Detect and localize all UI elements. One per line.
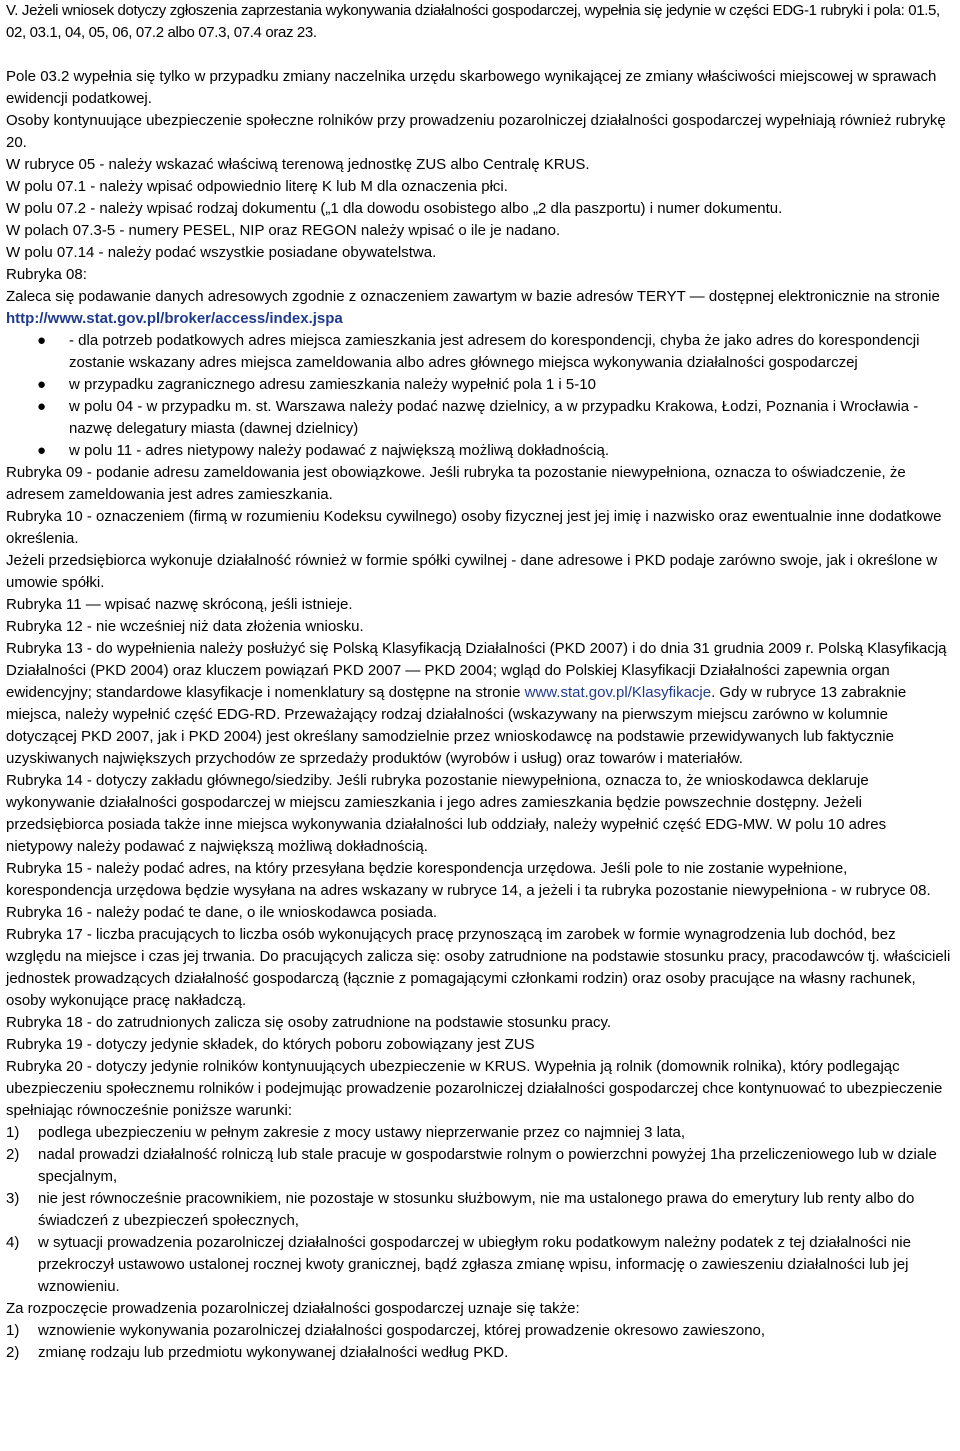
teryt-link[interactable]: http://www.stat.gov.pl/broker/access/index.jspa bbox=[6, 310, 343, 327]
list-item-text: nadal prowadzi działalność rolniczą lub stale pracuje w gospodarstwie rolnym o powierzchni powyżej 1ha przeliczeniowego lub w dziale specjalnym, bbox=[38, 1146, 937, 1185]
rubryka-13-text-part1: Rubryka 13 - do wypełnienia należy posłużyć się Polską Klasyfikacją Działalności (PKD 2007) i do dnia 31 grudnia 2009 r. Polską Klasyfikacją Działalności (PKD 2004) oraz kluczem powiązań PKD 2007 — PKD 2004; wgląd do Polskiej Klasyfikacji Działalności zapewnia organ ewidencyjny; standardowe klasyfikacje i nomenklatury są dostępne na stronie bbox=[6, 640, 947, 701]
pola-07-3-5-paragraph: W polach 07.3-5 - numery PESEL, NIP oraz REGON należy wpisać o ile je nadano. bbox=[6, 222, 561, 239]
list-item-text: w polu 11 - adres nietypowy należy podawać z największą możliwą dokładnością. bbox=[69, 442, 609, 459]
list-item-text: w polu 04 - w przypadku m. st. Warszawa należy podać nazwę dzielnicy, a w przypadku Krakowa, Łodzi, Poznania i Wrocławia - nazwę delegatury miasta (dawnej dzielnicy) bbox=[69, 398, 919, 437]
list-item-text: w sytuacji prowadzenia pozarolniczej działalności gospodarczej w ubiegłym roku podatkowym należny podatek z tej działalności nie przekroczył ustawowo ustalonej rocznej kwoty granicznej, bądź zgłasza zmianę wpisu, informację o zawieszeniu działalności lub jej wznowieniu. bbox=[38, 1234, 911, 1295]
rubryka-05-paragraph: W rubryce 05 - należy wskazać właściwą terenową jednostkę ZUS albo Centralę KRUS. bbox=[6, 156, 590, 173]
list-item bbox=[6, 440, 954, 462]
spolka-cywilna-paragraph: Jeżeli przedsiębiorca wykonuje działalność również w formie spółki cywilnej - dane adresowe i PKD podaje zarówno swoje, jak i określone w umowie spółki. bbox=[6, 552, 938, 591]
rubryka-11-paragraph: Rubryka 11 — wpisać nazwę skróconą, jeśli istnieje. bbox=[6, 596, 353, 613]
list-item bbox=[6, 1232, 954, 1298]
list-item bbox=[6, 1320, 954, 1342]
rubryka-14-paragraph: Rubryka 14 - dotyczy zakładu głównego/siedziby. Jeśli rubryka pozostanie niewypełniona, oznacza to, że wnioskodawca deklaruje wykonywanie działalności gospodarczej w miejscu zamieszkania i jego adres zamieszkania będzie powszechnie dostępny. Jeżeli przedsiębiorca posiada także inne miejsca wykonywania działalności lub oddziały, należy wypełnić część EDG-MW. W polu 10 adres nietypowy należy podawać z największą możliwą dokładnością. bbox=[6, 772, 887, 855]
rubryka-13-paragraph bbox=[6, 638, 954, 770]
rubryka-10-paragraph: Rubryka 10 - oznaczeniem (firmą w rozumieniu Kodeksu cywilnego) osoby fizycznej jest jej imię i nazwisko oraz ewentualnie inne dodatkowe określenia. bbox=[6, 508, 942, 547]
pole-03-paragraph: Pole 03.2 wypełnia się tylko w przypadku zmiany naczelnika urzędu skarbowego wynikającej ze zmiany właściwości miejscowej w sprawach ewidencji podatkowej. bbox=[6, 68, 937, 107]
rubryka-08-heading: Rubryka 08: bbox=[6, 266, 87, 283]
list-item-number: 2) bbox=[6, 1146, 20, 1163]
rubryka-12-paragraph: Rubryka 12 - nie wcześniej niż data złożenia wniosku. bbox=[6, 618, 364, 635]
list-item-text: zmianę rodzaju lub przedmiotu wykonywanej działalności według PKD. bbox=[38, 1344, 509, 1361]
bullet-icon: ● bbox=[37, 398, 47, 415]
osoby-paragraph: Osoby kontynuujące ubezpieczenie społeczne rolników przy prowadzeniu pozarolniczej działalności gospodarczej wypełniają również rubrykę 20. bbox=[6, 112, 946, 151]
spacer bbox=[6, 44, 954, 66]
list-item-text: nie jest równocześnie pracownikiem, nie pozostaje w stosunku służbowym, nie ma ustalonego prawa do emerytury lub renty albo do świadczeń z ubezpieczeń społecznych, bbox=[38, 1190, 915, 1229]
rubryka-09-paragraph: Rubryka 09 - podanie adresu zameldowania jest obowiązkowe. Jeśli rubryka ta pozostanie niewypełniona, oznacza to oświadczenie, że adresem zameldowania jest adres zamieszkania. bbox=[6, 464, 906, 503]
bullet-icon: ● bbox=[37, 376, 47, 393]
list-item-number: 2) bbox=[6, 1344, 20, 1361]
list-item-text: - dla potrzeb podatkowych adres miejsca zamieszkania jest adresem do korespondencji, chyba że jako adres do korespondencji zostanie wskazany adres miejsca zameldowania albo adres głównego miejsca wykonywania działalności gospodarczej bbox=[69, 332, 920, 371]
list-item bbox=[6, 1122, 954, 1144]
rubryka-18-paragraph: Rubryka 18 - do zatrudnionych zalicza się osoby zatrudnione na podstawie stosunku pracy. bbox=[6, 1014, 612, 1031]
rubryka-17-paragraph: Rubryka 17 - liczba pracujących to liczba osób wykonujących pracę przynoszącą im zarobek w formie wynagrodzenia lub dochód, bez względu na miejsce i czas jej trwania. Do pracujących zalicza się: osoby zatrudnione na podstawie stosunku pracy, pracodawców tj. właścicieli jednostek prowadzących działalność gospodarczą (łącznie z pomagającymi członkami rodzin) oraz osoby pracujące na własny rachunek, osoby wykonujące pracę nakładczą. bbox=[6, 926, 951, 1009]
rubryka-08-bullet-list bbox=[6, 330, 954, 462]
rubryka-19-paragraph: Rubryka 19 - dotyczy jedynie składek, do których poboru zobowiązany jest ZUS bbox=[6, 1036, 535, 1053]
list-item bbox=[6, 396, 954, 440]
list-item bbox=[6, 1188, 954, 1232]
pole-07-14-paragraph: W polu 07.14 - należy podać wszystkie posiadane obywatelstwa. bbox=[6, 244, 437, 261]
list-item bbox=[6, 374, 954, 396]
intro-paragraph: V. Jeżeli wniosek dotyczy zgłoszenia zaprzestania wykonywania działalności gospodarczej, wypełnia się jedynie w części EDG-1 rubryki i pola: 01.5, 02, 03.1, 04, 05, 06, 07.2 albo 07.3, 07.4 oraz 23. bbox=[6, 2, 940, 41]
klasyfikacje-link[interactable]: www.stat.gov.pl/Klasyfikacje bbox=[524, 684, 712, 701]
bullet-icon: ● bbox=[37, 442, 47, 459]
rubryka-15-paragraph: Rubryka 15 - należy podać adres, na który przesyłana będzie korespondencja urzędowa. Jeśli pole to nie zostanie wypełnione, korespondencja urzędowa będzie wysyłana na adres wskazany w rubryce 14, a jeżeli i ta rubryka pozostanie niewypełniona - w rubryce 08. bbox=[6, 860, 931, 899]
list-item-number: 3) bbox=[6, 1190, 20, 1207]
rubryka-16-paragraph: Rubryka 16 - należy podać te dane, o ile wnioskodawca posiada. bbox=[6, 904, 438, 921]
rubryka-13-text-part2: . Gdy w rubryce 13 zabraknie miejsca, należy wypełnić część EDG-RD. Przeważający rodzaj działalności (wskazywany na pierwszym miejscu zarówno w kolumnie dotyczącej PKD 2007, jak i PKD 2004) jest określany samodzielnie przez wnioskodawcę na podstawie przewidywanych lub faktycznie uzyskiwanych największych przychodów ze sprzedaży produktów (wyrobów i usług) oraz towarów i materiałów. bbox=[6, 684, 907, 767]
pole-07-1-paragraph: W polu 07.1 - należy wpisać odpowiednio literę K lub M dla oznaczenia płci. bbox=[6, 178, 508, 195]
rozpoczecie-list bbox=[6, 1320, 954, 1364]
list-item bbox=[6, 330, 954, 374]
list-item bbox=[6, 1144, 954, 1188]
list-item bbox=[6, 1342, 954, 1364]
rubryka-20-paragraph: Rubryka 20 - dotyczy jedynie rolników kontynuujących ubezpieczenie w KRUS. Wypełnia ją rolnik (domownik rolnika), który podlegając ubezpieczeniu społecznemu rolników i podejmując prowadzenie pozarolniczej działalności gospodarczej chce kontynuować to ubezpieczenie spełniając równocześnie poniższe warunki: bbox=[6, 1058, 943, 1119]
list-item-text: podlega ubezpieczeniu w pełnym zakresie z mocy ustawy nieprzerwanie przez co najmniej 3 lata, bbox=[38, 1124, 685, 1141]
bullet-icon: ● bbox=[37, 332, 47, 349]
rubryka-08-paragraph bbox=[6, 286, 954, 330]
list-item-text: w przypadku zagranicznego adresu zamieszkania należy wypełnić pola 1 i 5-10 bbox=[69, 376, 596, 393]
rubryka-08-text: Zaleca się podawanie danych adresowych zgodnie z oznaczeniem zawartym w bazie adresów TERYT — dostępnej elektronicznie na stronie bbox=[6, 288, 940, 305]
list-item-number: 1) bbox=[6, 1322, 20, 1339]
rubryka-20-conditions-list bbox=[6, 1122, 954, 1298]
list-item-text: wznowienie wykonywania pozarolniczej działalności gospodarczej, której prowadzenie okresowo zawieszono, bbox=[38, 1322, 766, 1339]
pole-07-2-paragraph: W polu 07.2 - należy wpisać rodzaj dokumentu („1 dla dowodu osobistego albo „2 dla paszportu) i numer dokumentu. bbox=[6, 200, 783, 217]
list-item-number: 1) bbox=[6, 1124, 20, 1141]
list-item-number: 4) bbox=[6, 1234, 20, 1251]
rozpoczecie-paragraph: Za rozpoczęcie prowadzenia pozarolniczej działalności gospodarczej uznaje się także: bbox=[6, 1300, 580, 1317]
document bbox=[6, 0, 954, 1364]
